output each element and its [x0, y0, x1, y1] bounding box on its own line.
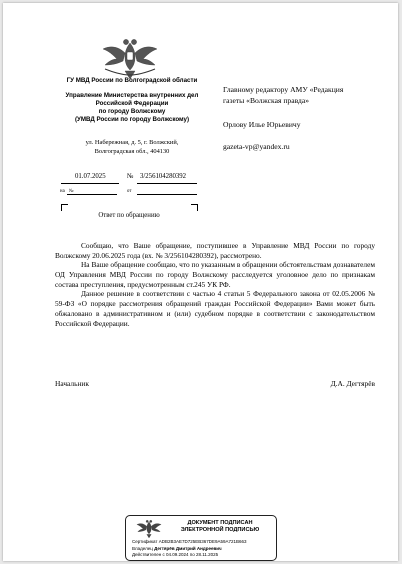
recipient-line-1: Главному редактору АМУ «Редакция [223, 85, 344, 94]
e-signature-title-line-1: ДОКУМЕНТ ПОДПИСАН [187, 520, 253, 526]
signatory-name: Д.А. Дегтярёв [330, 379, 375, 388]
validity-label: Действителен [132, 552, 162, 557]
mvd-emblem-icon [101, 37, 159, 81]
validity-value: с 04.09.2024 по 28.11.2025 [162, 552, 219, 557]
reply-label: Ответ по обращению [98, 212, 160, 219]
paragraph-2: На Ваше обращение сообщаю, что по указанным в обращении обстоятельствам дознавателем ОД Управления МВД России по городу Волжскому расследуется уголовное дело по признакам состава преступления, предусмотренным ст.245 УК РФ. [55, 260, 375, 289]
na-number-sign: № [69, 189, 74, 194]
bracket-right [191, 204, 198, 211]
owner-row [132, 546, 222, 551]
recipient-name: Орлову Илье Юрьевичу [223, 120, 301, 129]
na-label: на [60, 189, 65, 194]
outgoing-number-sign: № [127, 173, 134, 180]
owner-label: Владелец [132, 545, 153, 551]
org-subtitle-2: Российской Федерации [95, 100, 169, 107]
org-subtitle-4: (УМВД России по городу Волжскому) [74, 116, 190, 123]
bracket-left [61, 204, 68, 211]
org-address-2: Волгоградская обл., 404130 [94, 148, 170, 155]
signatory-position: Начальник [55, 379, 89, 388]
recipient-line-2: газеты «Волжская правда» [223, 96, 309, 105]
recipient-email: gazeta-vp@yandex.ru [223, 142, 290, 151]
certificate-label: Сертификат [132, 539, 158, 544]
ot-label: от [127, 189, 132, 194]
org-subtitle-3: по городу Волжскому [98, 108, 166, 115]
e-signature-stamp [125, 515, 277, 561]
org-address-1: ул. Набережная, д. 5, г. Волжский, [85, 139, 179, 146]
e-signature-emblem-icon [136, 519, 162, 539]
certificate-value: ADB2B3AE7D725EB367DE9A59A721B663 [158, 539, 247, 544]
letter-body [55, 241, 375, 328]
outgoing-date: 01.07.2025 [75, 173, 106, 180]
outgoing-number: 3/256104280392 [140, 173, 187, 180]
e-signature-title [166, 520, 274, 535]
document-page [3, 3, 398, 561]
org-title: ГУ МВД России по Волгоградской области [66, 77, 198, 84]
paragraph-3: Данное решение в соответствии с частью 4 статьи 5 Федерального закона от 02.05.2006 № 59-ФЗ «О порядке рассмотрения обращений граждан Российской Федерации» Вами может быть обжаловано в административном и (или) судебном порядке в соответствии с законодательством Российской Федерации. [55, 289, 375, 328]
org-subtitle-1: Управление Министерства внутренних дел [65, 92, 199, 99]
paragraph-1: Сообщаю, что Ваше обращение, поступившее в Управление МВД России по городу Волжскому 20.06.2025 года (вх. № 3/256104280392), рассмотрено. [55, 241, 375, 260]
e-signature-title-line-2: ЭЛЕКТРОННОЙ ПОДПИСЬЮ [180, 527, 260, 534]
owner-value: Дегтярёв Дмитрий Андреевич [154, 545, 222, 551]
certificate-row [132, 539, 247, 544]
validity-row [132, 552, 218, 557]
